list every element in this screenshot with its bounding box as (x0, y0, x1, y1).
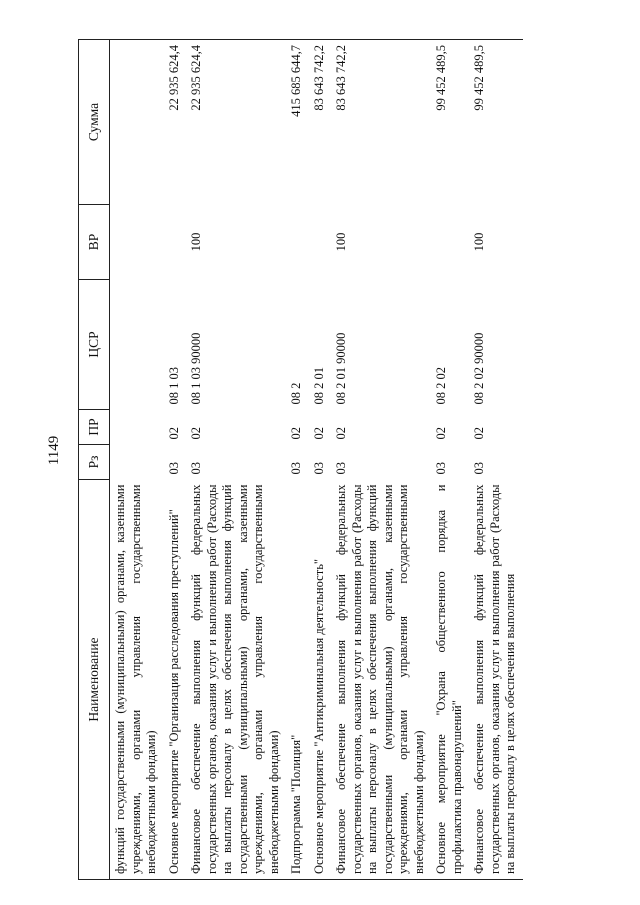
column-header-csr: ЦСР (79, 280, 110, 410)
row-sum: 22 935 624,4 (186, 40, 286, 205)
column-header-sum: Сумма (79, 40, 110, 205)
row-vr (110, 205, 164, 280)
row-pr: 02 (289, 427, 303, 440)
row-pr: 02 (166, 427, 181, 440)
row-sum: 83 643 742,2 (331, 40, 431, 205)
row-sum: 83 643 742,2 (309, 40, 332, 205)
row-csr: 08 2 01 (311, 367, 326, 405)
row-pr: 02 (434, 427, 448, 440)
row-rz: 03 (334, 462, 348, 475)
row-name: Финансовое обеспечение выполнения функций федеральных государственных органов, оказания услуг и выполнения работ (Расходы на выплаты персоналу в целях обеспечения выполнения функций государственными (муниципальными) органами, казенными учреждениями, органами управления государственными внебюджетными фондами) (331, 480, 431, 880)
row-sum: 99 452 489,5 (469, 40, 523, 205)
row-pr: 02 (189, 427, 203, 440)
table-row (331, 40, 431, 880)
row-rz: 03 (289, 462, 303, 475)
column-header-rz-text: Рз (86, 455, 102, 469)
budget-table-page (78, 40, 613, 880)
table-row (286, 40, 309, 880)
row-sum: 99 452 489,5 (431, 40, 469, 205)
page-number (40, 430, 70, 470)
row-name: функций государственными (муниципальными) органами, казенными учреждениями, органами управления государственными внебюджетными фондами) (110, 480, 164, 880)
row-vr: 100 (189, 232, 203, 252)
row-csr: 08 2 02 (434, 367, 448, 405)
row-pr: 02 (311, 427, 326, 440)
row-name: Основное мероприятие "Охрана общественного порядка и профилактика правонарушений" (431, 480, 469, 880)
row-name: Финансовое обеспечение выполнения функций федеральных государственных органов, оказания услуг и выполнения работ (Расходы на выплаты персоналу в целях обеспечения выполнения функций государственными (муниципальными) органами, казенными учреждениями, органами управления государственными внебюджетными фондами) (186, 480, 286, 880)
table-row (164, 40, 187, 880)
row-pr: 02 (472, 427, 486, 440)
row-rz: 03 (166, 462, 181, 475)
budget-table (78, 39, 523, 880)
row-rz (110, 445, 164, 480)
column-header-pr: ПР (79, 410, 110, 445)
page-number-text: 1149 (46, 435, 63, 465)
row-vr (309, 205, 332, 280)
row-sum: 22 935 624,4 (164, 40, 187, 205)
row-csr: 08 2 01 90000 (334, 332, 348, 405)
column-header-rz (79, 445, 110, 480)
row-name: Финансовое обеспечение выполнения функций федеральных государственных органов, оказания услуг и выполнения работ (Расходы на выплаты персоналу в целях обеспечения выполнения (469, 480, 523, 880)
row-csr (110, 280, 164, 410)
row-name: Подпрограмма "Полиция" (286, 480, 309, 880)
row-sum: 415 685 644,7 (286, 40, 309, 205)
row-vr: 100 (472, 232, 486, 252)
table-row (110, 40, 164, 880)
row-pr (110, 410, 164, 445)
row-vr (286, 205, 309, 280)
table-row (309, 40, 332, 880)
column-header-name: Наименование (79, 480, 110, 880)
row-rz: 03 (472, 462, 486, 475)
table-row (431, 40, 469, 880)
row-pr: 02 (334, 427, 348, 440)
row-rz: 03 (434, 462, 448, 475)
table-row (469, 40, 523, 880)
row-rz: 03 (189, 462, 203, 475)
column-header-vr: ВР (79, 205, 110, 280)
row-name: Основное мероприятие "Организация расследования преступлений" (164, 480, 187, 880)
row-name: Основное мероприятие "Антикриминальная деятельность" (309, 480, 332, 880)
row-rz: 03 (311, 462, 326, 475)
table-row (186, 40, 286, 880)
row-csr: 08 2 02 90000 (472, 332, 486, 405)
table-header-row (79, 40, 110, 880)
row-sum (110, 40, 164, 205)
row-csr: 08 1 03 90000 (189, 332, 203, 405)
row-vr: 100 (334, 232, 348, 252)
row-vr (431, 205, 469, 280)
row-csr: 08 2 (289, 382, 303, 405)
row-vr (164, 205, 187, 280)
row-csr: 08 1 03 (166, 367, 181, 405)
